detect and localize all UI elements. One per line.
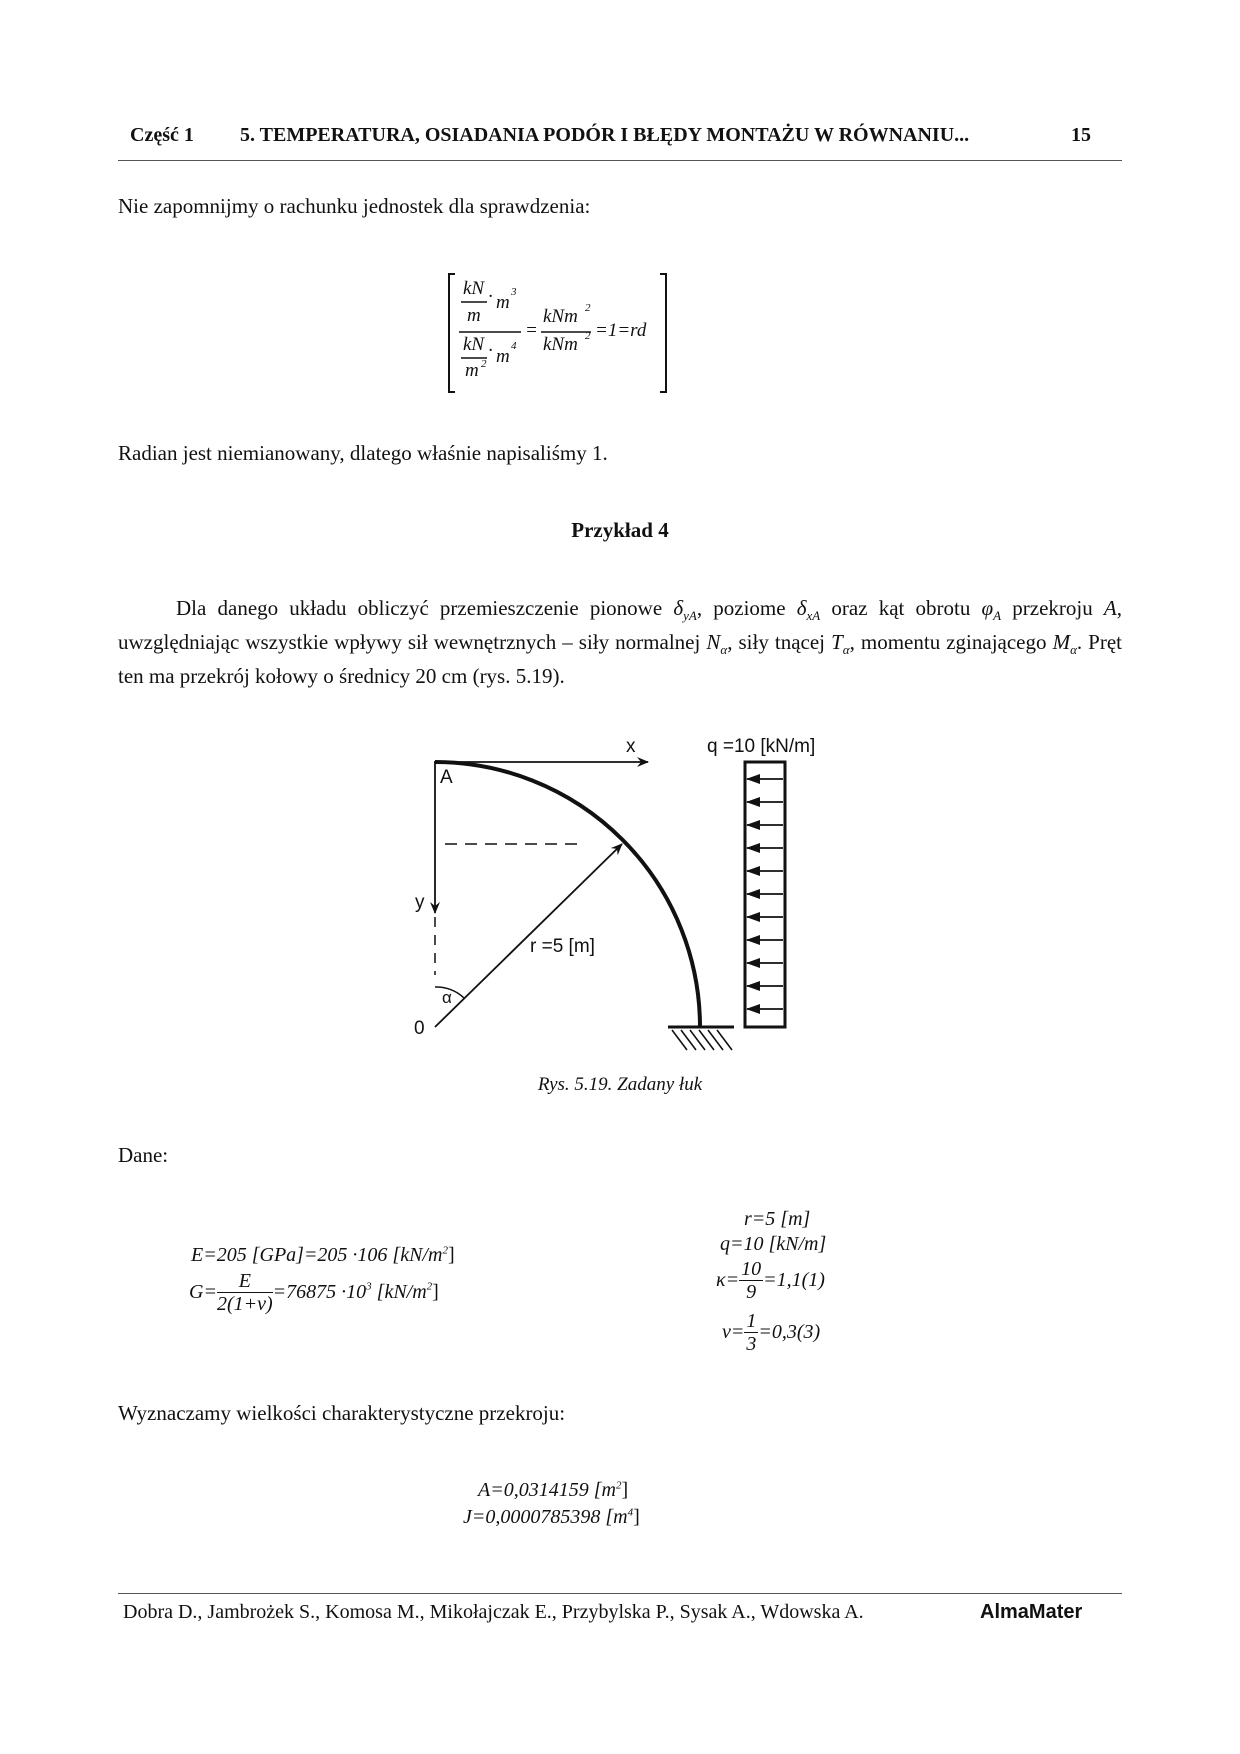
n-alpha: $N_\alpha$	[706, 630, 728, 658]
kappa-fraction: $\frac{10}{9}$	[741, 1258, 762, 1303]
exp-3: 3	[511, 286, 517, 298]
area-value: A=0,0314159 $[m^2]$	[478, 1479, 629, 1501]
task-text-4: przekroju	[1001, 596, 1104, 620]
label-y: y	[415, 892, 425, 913]
equals-1: =	[525, 320, 538, 341]
footer-authors: Dobra D., Jambrożek S., Komosa M., Mikołajczak E., Przybylska P., Sysak A., Wdowska A.	[123, 1601, 864, 1623]
inertia-value: J=0,0000785398 $[m^4]$	[463, 1506, 640, 1528]
nu-fraction: $\frac{1}{3}$	[746, 1310, 757, 1355]
task-text-5: , uwzględniając wszystkie wpływy sił wewnętrznych – siły normalnej	[118, 596, 1122, 655]
knm2-den: kNm	[543, 334, 578, 355]
m-alpha: $M_\alpha$	[1052, 630, 1077, 658]
knm2-num: kNm	[543, 306, 578, 327]
header-title: 5. TEMPERATURA, OSIADANIA PODÓR I BŁĘDY MONTAŻU W RÓWNANIU...	[240, 124, 970, 146]
unit-check-formula	[445, 272, 670, 394]
label-radius: r =5 [m]	[530, 936, 595, 957]
m-top-den: m	[467, 305, 481, 326]
exp-2-den: 2	[481, 358, 487, 370]
header-part: Część 1	[130, 124, 194, 146]
section-a: A	[1103, 596, 1117, 620]
label-x: x	[626, 736, 636, 757]
task-paragraph	[118, 595, 1122, 689]
kn-top-num: kN	[463, 278, 485, 299]
given-label: Dane:	[118, 1143, 169, 1167]
kn-bottom-num: kN	[463, 334, 485, 355]
kappa-given: κ= $\frac{10}{9}$ =1,1(1)	[716, 1258, 825, 1303]
label-a: A	[440, 767, 453, 788]
m4-term: m	[496, 346, 510, 367]
g-fraction: $\frac{E}{2(1+\nu)}$	[216, 1270, 273, 1315]
load-arrows	[747, 779, 783, 1009]
header-rule	[118, 160, 1122, 161]
dot-top: ·	[488, 286, 493, 307]
delta-xa: $\delta_{xA}$	[796, 596, 821, 624]
task-text-7: , momentu zginającego	[849, 630, 1053, 655]
g-modulus: G= $\frac{E}{2(1+\nu)}$ $=76875 \cdot 10^3$ $[kN/m^2]$	[189, 1270, 439, 1315]
r-given: r=5 [m]	[744, 1208, 811, 1230]
exp-2-den2: 2	[585, 330, 591, 342]
m2-bottom-den: m	[465, 360, 479, 381]
delta-ya: $\delta_{yA}$	[673, 596, 697, 624]
example-heading: Przykład 4	[571, 518, 669, 542]
label-origin: 0	[414, 1018, 425, 1039]
phi-a: $\varphi_A$	[981, 596, 1002, 624]
t-alpha: $T_\alpha$	[831, 630, 850, 658]
support-hatching	[672, 1030, 732, 1050]
task-text-3: oraz kąt obrotu	[820, 596, 982, 620]
task-text-2: , poziome	[696, 596, 797, 620]
e-modulus: E=205 [GPa]=205 ·106 $[kN/m^2]$	[191, 1244, 455, 1266]
unit-result: =1=rd	[595, 320, 647, 341]
q-given: q=10 [kN/m]	[720, 1233, 827, 1255]
task-text-8: . Pręt ten ma przekrój kołowy o średnicy 20 cm (rys. 5.19).	[118, 630, 1123, 689]
footer-brand: AlmaMater	[980, 1601, 1083, 1623]
arch-figure	[400, 725, 840, 1070]
task-text-1: Dla danego układu obliczyć przemieszczenie pionowe	[176, 596, 674, 620]
m3-term: m	[496, 292, 510, 313]
label-alpha: α	[442, 988, 452, 1007]
section-intro: Wyznaczamy wielkości charakterystyczne przekroju:	[118, 1401, 566, 1425]
footer-rule	[118, 1593, 1122, 1594]
dot-bottom: ·	[488, 340, 493, 361]
radian-note: Radian jest niemianowany, dlatego właśnie napisaliśmy 1.	[118, 441, 608, 465]
exp-2-num: 2	[585, 302, 591, 314]
label-load: q =10 [kN/m]	[707, 736, 816, 757]
exp-4: 4	[511, 340, 517, 352]
page-number: 15	[1071, 124, 1091, 146]
figure-caption: Rys. 5.19. Zadany łuk	[537, 1074, 703, 1095]
task-text-6: , siły tnącej	[727, 630, 832, 655]
nu-given: ν= $\frac{1}{3}$ =0,3(3)	[722, 1310, 821, 1355]
intro-text: Nie zapomnijmy o rachunku jednostek dla sprawdzenia:	[118, 194, 591, 218]
